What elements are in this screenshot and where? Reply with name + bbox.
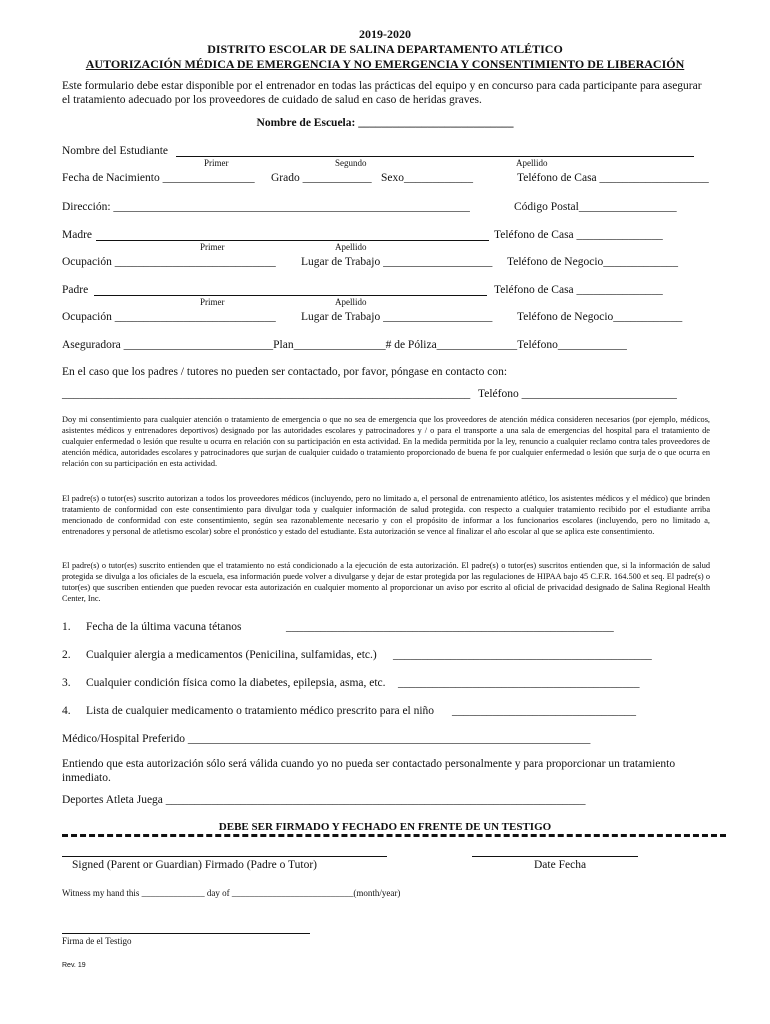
father-workplace-field[interactable]: Lugar de Trabajo ___________________ xyxy=(301,311,493,323)
student-last-caption: Apellido xyxy=(516,158,548,168)
witness-date-field[interactable]: Witness my hand this ______________ day of ___________________________(month/year) xyxy=(62,888,401,898)
preferred-doctor-field[interactable]: Médico/Hospital Preferido ______________________________________________________________________ xyxy=(62,733,591,745)
validity-statement: Entiendo que esta autorización sólo será válida cuando yo no pueda ser contactado personalmente y para proporcionar un tratamiento inmediato. xyxy=(62,758,676,784)
father-label: Padre xyxy=(62,284,89,296)
mother-home-phone-field[interactable]: Teléfono de Casa _______________ xyxy=(494,229,663,241)
intro-text: Este formulario debe estar disponible por el entrenador en todas las prácticas del equipo y en concurso para cada participante para asegurar el tratamiento adecuado por los proveedores de cuidado de salud en caso de heridas graves. xyxy=(62,80,702,106)
mother-label: Madre xyxy=(62,229,93,241)
emergency-contact-text: En el caso que los padres / tutores no pueden ser contactado, por favor, póngase en contacto con: xyxy=(62,366,508,378)
student-first-caption: Primer xyxy=(204,158,229,168)
mother-last-caption: Apellido xyxy=(335,242,367,252)
question-number-1: 1. xyxy=(62,621,71,633)
parent-signature-caption: Signed (Parent or Guardian) Firmado (Padre o Tutor) xyxy=(72,859,317,871)
consent-paragraph-2: El padre(s) o tutor(es) suscrito autorizan a todos los proveedores médicos (incluyendo, pero no limitado a, el personal de entrenamiento atlético, los asistentes médicos y el médico) que brinden tratamiento de conformidad con este consentimiento para divulgar toda y cualquier información de salud protegida. con respecto a cualquier tratamiento recibido por el estudiante arriba mencionado de conformidad con este consentimiento, según sea razonablemente necesario y con el propósito de informar a los funcionarios escolares (incluyendo, pero no limitado a, entrenadores y personal de atletismo escolar) sobre el pronóstico y estado del estudiante. Esta autorización se vence al finalizar el año escolar al que se aplica este consentimiento. xyxy=(62,494,710,536)
consent-paragraph-3: El padre(s) o tutor(es) suscrito entienden que el tratamiento no está condicionado a la ejecución de esta autorización. El padre(s) o tutor(es) suscritos entienden que, si la información de salud protegida se divulga a los oficiales de la escuela, esa información puede volver a divulgarse y dejar de estar protegida por las regulaciones de HIPAA bajo 45 C.F.R. 164.500 et seq. El padre(s) o tutor(es) que suscriben entienden que pueden revocar esta autorización en cualquier momento al proporcionar un aviso por escrito al oficial de privacidad designado de Salina Regional Health Center, Inc. xyxy=(62,561,710,603)
father-home-phone-field[interactable]: Teléfono de Casa _______________ xyxy=(494,284,663,296)
father-name-field[interactable] xyxy=(94,295,487,296)
mother-work-phone-field[interactable]: Teléfono de Negocio_____________ xyxy=(507,256,679,268)
student-name-label: Nombre del Estudiante xyxy=(62,145,169,157)
father-last-caption: Apellido xyxy=(335,297,367,307)
question-number-4: 4. xyxy=(62,705,71,717)
father-work-phone-field[interactable]: Teléfono de Negocio____________ xyxy=(517,311,683,323)
question-number-2: 2. xyxy=(62,649,71,661)
mother-name-field[interactable] xyxy=(96,240,489,241)
student-name-field[interactable] xyxy=(176,156,694,157)
student-second-caption: Segundo xyxy=(335,158,367,168)
district-title: DISTRITO ESCOLAR DE SALINA DEPARTAMENTO ATLÉTICO xyxy=(207,42,563,56)
medication-label: Lista de cualquier medicamento o tratamiento médico prescrito para el niño xyxy=(86,705,435,717)
allergy-label: Cualquier alergia a medicamentos (Penicilina, sulfamidas, etc.) xyxy=(86,649,377,661)
form-title: AUTORIZACIÓN MÉDICA DE EMERGENCIA Y NO EMERGENCIA Y CONSENTIMIENTO DE LIBERACIÓN xyxy=(85,57,685,71)
grade-field[interactable]: Grado ____________ xyxy=(271,172,372,184)
father-first-caption: Primer xyxy=(200,297,225,307)
zip-code-field[interactable]: Código Postal_________________ xyxy=(514,201,677,213)
sports-field[interactable]: Deportes Atleta Juega _________________________________________________________________________ xyxy=(62,794,586,806)
school-name-field[interactable]: Nombre de Escuela: ___________________________ xyxy=(256,117,514,129)
student-home-phone-field[interactable]: Teléfono de Casa ___________________ xyxy=(517,172,709,184)
witness-signature-line[interactable] xyxy=(62,933,310,934)
consent-paragraph-1: Doy mi consentimiento para cualquier atención o tratamiento de emergencia o que no sea de emergencia que los proveedores de atención médica consideren necesarios (por ejemplo, médicos, asistentes médicos y entrenadores deportivos) designado por las autoridades escolares y patrocinadores y / o para el transporte a una sala de emergencias del hospital para el tratamiento de cualquier enfermedad o lesión que resulte u ocurra en relación con su participación en esta actividad. En la medida permitida por la ley, renuncio a cualquier reclamo contra tales proveedores de atención médica, autoridades escolares y patrocinadores que surjan de cualquier cuidado o tratamiento proporcionado de buena fe por cualquier enfermedad o lesión que surja de o que ocurra en relación con su participación en esta actividad. xyxy=(62,415,710,468)
allergy-field[interactable]: _____________________________________________ xyxy=(393,649,652,661)
date-line[interactable] xyxy=(472,856,638,857)
form-year: 2019-2020 xyxy=(359,27,411,41)
birth-date-field[interactable]: Fecha de Nacimiento ________________ xyxy=(62,172,255,184)
insurance-fields[interactable]: Aseguradora __________________________Plan________________# de Póliza______________Teléfono____________ xyxy=(62,339,627,351)
question-number-3: 3. xyxy=(62,677,71,689)
address-field[interactable]: Dirección: ______________________________________________________________ xyxy=(62,201,470,213)
revision-label: Rev. 19 xyxy=(62,962,86,969)
tetanus-label: Fecha de la última vacuna tétanos xyxy=(86,621,242,633)
parent-signature-line[interactable] xyxy=(62,856,387,857)
date-caption: Date Fecha xyxy=(534,859,587,871)
mother-workplace-field[interactable]: Lugar de Trabajo ___________________ xyxy=(301,256,493,268)
mother-first-caption: Primer xyxy=(200,242,225,252)
emergency-contact-field[interactable]: _______________________________________________________________________ xyxy=(62,388,471,400)
dashed-divider xyxy=(62,834,726,837)
witness-heading: DEBE SER FIRMADO Y FECHADO EN FRENTE DE UN TESTIGO xyxy=(218,821,552,833)
tetanus-field[interactable]: _________________________________________________________ xyxy=(286,621,614,633)
medication-field[interactable]: ________________________________ xyxy=(452,705,636,717)
emergency-phone-field[interactable]: Teléfono ___________________________ xyxy=(478,388,677,400)
witness-signature-caption: Firma de el Testigo xyxy=(62,936,132,946)
condition-field[interactable]: __________________________________________ xyxy=(398,677,640,689)
mother-occupation-field[interactable]: Ocupación ____________________________ xyxy=(62,256,276,268)
father-occupation-field[interactable]: Ocupación ____________________________ xyxy=(62,311,276,323)
sex-field[interactable]: Sexo____________ xyxy=(381,172,473,184)
condition-label: Cualquier condición física como la diabetes, epilepsia, asma, etc. xyxy=(86,677,386,689)
